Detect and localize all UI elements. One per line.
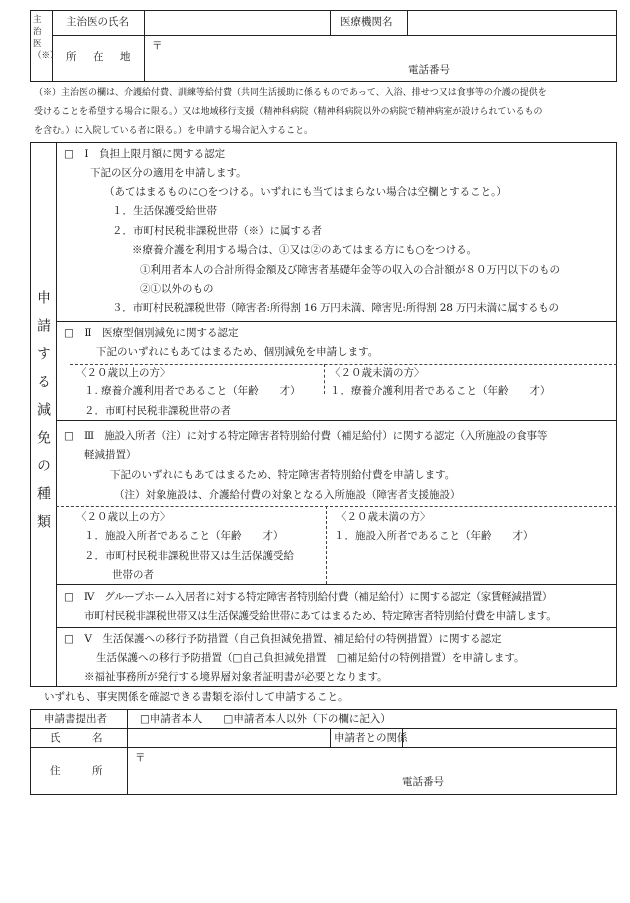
divider (56, 142, 57, 687)
section1-line: （あてはまるものに○をつける。いずれにも当てはまらない場合は空欄とすること。） (104, 186, 507, 198)
section1-option[interactable]: ２．市町村民税非課税世帯（※）に属する者 (112, 225, 322, 237)
section2-right-item: １．療養介護利用者であること（年齢 才） (330, 385, 551, 397)
divider (30, 747, 617, 748)
section1-header[interactable]: □ Ⅰ 負担上限月額に関する認定 (64, 148, 226, 160)
section3-intro: 下記のいずれにもあてはまるため、特定障害者特別給付費を申請します。 (110, 469, 456, 481)
side-label: 申請する減免の種類 (35, 290, 51, 542)
section3-note: （注）対象施設は、介護給付費の対象となる入所施設（障害者支援施設） (114, 489, 461, 501)
section1-option[interactable]: ②①以外のもの (140, 283, 214, 295)
address-field[interactable] (150, 750, 610, 772)
section3-right-head: 〈２０歳未満の方〉 (336, 511, 431, 523)
section2-right-head: 〈２０歳未満の方〉 (330, 367, 425, 379)
postal-mark: 〒 (152, 40, 163, 52)
section3-left-head: 〈２０歳以上の方〉 (76, 511, 171, 523)
submitter-label: 申請書提出者 (44, 713, 107, 725)
section1-line: ※療養介護を利用する場合は、①又は②のあてはまる方にも○をつける。 (132, 244, 478, 256)
section3-header[interactable]: □ Ⅲ 施設入所者（注）に対する特定障害者特別給付費（補足給付）に関する認定（入所施設の食事等 (64, 430, 548, 442)
doctor-note-line: を含む。）に入院している者に限る。）を申請する場合記入すること。 (34, 126, 314, 136)
section3-left-item: １．施設入所者であること（年齢 才） (84, 530, 284, 542)
postal-mark: 〒 (135, 752, 146, 764)
divider (52, 10, 53, 82)
section1-line: 下記の区分の適用を申請します。 (90, 167, 247, 179)
section3-left-item: ２．市町村民税非課税世帯又は生活保護受給 (84, 550, 294, 562)
divider (56, 506, 617, 507)
attach-note: いずれも、事実関係を確認できる書類を添付して申請すること。 (44, 691, 349, 703)
doctor-name-field[interactable] (148, 14, 326, 32)
doctor-note-line: 受けることを希望する場合に限る。）又は地域移行支援（精神科病院（精神科病院以外の病院で精神病室が設けられているもの (34, 107, 543, 117)
divider (324, 364, 325, 394)
doctor-address-field[interactable] (168, 38, 608, 58)
doctor-note-line: （※）主治医の欄は、介護給付費、訓練等給付費（共同生活援助に係るものであって、入浴、排せつ又は食事等の介護の提供を (34, 88, 547, 98)
section2-left-head: 〈２０歳以上の方〉 (76, 367, 171, 379)
submitter-options[interactable]: □申請者本人 □申請者本人以外（下の欄に記入） (140, 713, 391, 725)
address-label: 住 所 (50, 765, 103, 777)
section3-header-cont: 軽減措置） (84, 449, 137, 461)
name-label: 氏 名 (50, 732, 103, 744)
doctor-side-label: 主治医（※） (33, 15, 59, 61)
divider (144, 10, 145, 82)
section1-option[interactable]: ３．市町村民税課税世帯（障害者:所得割 16 万円未満、障害児:所得割 28 万円未満に属するもの (112, 302, 559, 314)
doctor-address-label: 所 在 地 (66, 51, 134, 63)
section5-line: 生活保護への移行予防措置（□自己負担減免措置 □補足給付の特例措置）を申請します。 (96, 652, 525, 664)
relation-field[interactable] (406, 730, 612, 746)
section1-option[interactable]: ①利用者本人の合計所得金額及び障害者基礎年金等の収入の合計額が８０万円以下のもの (140, 264, 560, 276)
section5-note: ※福祉事務所が発行する境界層対象者証明書が必要となります。 (84, 671, 388, 683)
section4-line: 市町村民税非課税世帯又は生活保護受給世帯にあてはまるため、特定障害者特別給付費を申請します。 (84, 610, 557, 622)
phone-label: 電話番号 (408, 64, 450, 76)
section2-intro: 下記のいずれにもあてはまるため、個別減免を申請します。 (96, 346, 379, 358)
divider (127, 709, 128, 795)
divider (330, 728, 331, 747)
doctor-name-label: 主治医の氏名 (66, 16, 129, 28)
divider (30, 728, 617, 729)
section2-header[interactable]: □ Ⅱ 医療型個別減免に関する認定 (64, 327, 239, 339)
phone-label: 電話番号 (402, 776, 444, 788)
institution-label: 医療機関名 (340, 16, 393, 28)
section3-right-item: １．施設入所者であること（年齢 才） (334, 530, 534, 542)
name-field[interactable] (132, 730, 326, 746)
divider (56, 420, 617, 421)
institution-field[interactable] (410, 14, 610, 32)
section4-header[interactable]: □ Ⅳ グループホーム入居者に対する特定障害者特別給付費（補足給付）に関する認定（家賃軽減措置） (64, 591, 553, 603)
section2-left-item: ２．市町村民税非課税世帯の者 (84, 405, 231, 417)
relation-label: 申請者との関係 (334, 732, 408, 744)
section1-option[interactable]: １．生活保護受給世帯 (112, 205, 217, 217)
divider (52, 35, 617, 36)
divider (70, 364, 617, 365)
divider (330, 10, 331, 35)
divider (407, 10, 408, 35)
divider (56, 627, 617, 628)
section3-left-item: 世帯の者 (112, 569, 154, 581)
divider (56, 584, 617, 585)
section2-left-item: １. 療養介護利用者であること（年齢 才） (84, 385, 301, 397)
section5-header[interactable]: □ Ⅴ 生活保護への移行予防措置（自己負担減免措置、補足給付の特例措置）に関する認定 (64, 633, 502, 645)
divider (326, 506, 327, 584)
divider (56, 321, 617, 322)
